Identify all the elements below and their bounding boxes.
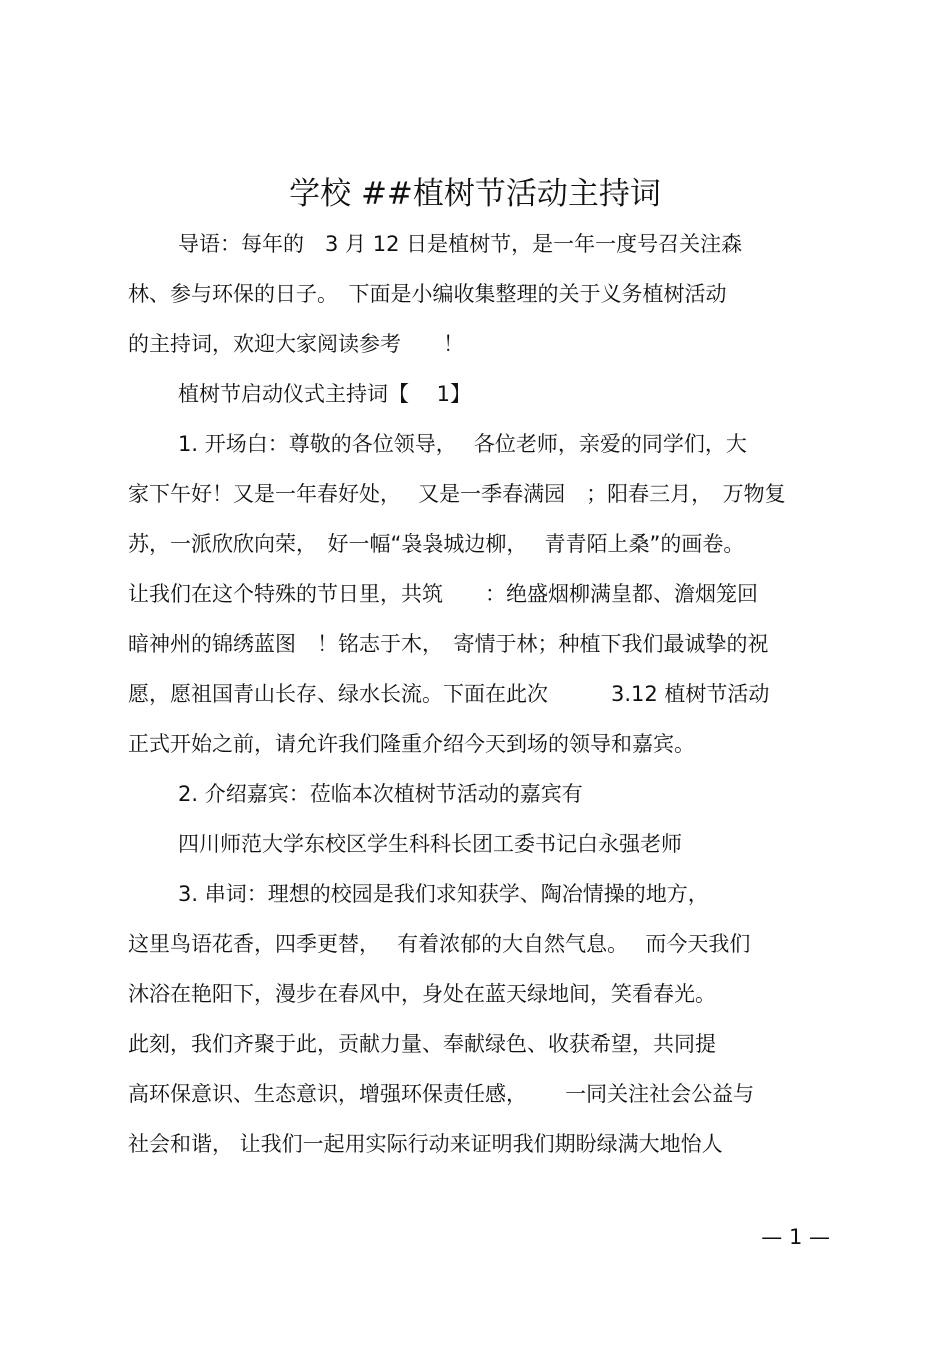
page-title: 学校 ##植树节活动主持词: [289, 176, 661, 212]
paragraph-line: 正式开始之前，请允许我们隆重介绍今天到场的领导和嘉宾。: [128, 732, 695, 756]
paragraph-line: 此刻，我们齐聚于此，贡献力量、奉献绿色、收获希望，共同提: [128, 1032, 716, 1056]
page-number: — 1 —: [761, 1225, 830, 1249]
paragraph-line: 暗神州的锦绣蓝图 ！铭志于木， 寄情于林；种植下我们最诚挚的祝: [128, 632, 769, 656]
paragraph-line: 这里鸟语花香，四季更替， 有着浓郁的大自然气息。 而今天我们: [128, 932, 751, 956]
paragraph-line: 四川师范大学东校区学生科科长团工委书记白永强老师: [178, 832, 682, 856]
paragraph-line: 家下午好！又是一年春好处， 又是一季春满园 ；阳春三月， 万物复: [128, 482, 786, 506]
paragraph-line: 沐浴在艳阳下，漫步在春风中，身处在蓝天绿地间，笑看春光。: [128, 982, 716, 1006]
section-heading: 植树节启动仪式主持词【 1】: [178, 382, 472, 406]
paragraph-line: 3. 串词：理想的校园是我们求知获学、陶冶情操的地方，: [178, 882, 709, 906]
paragraph-line: 愿，愿祖国青山长存、绿水长流。下面在此次 3.12 植树节活动: [128, 682, 770, 706]
paragraph-line: 2. 介绍嘉宾：莅临本次植树节活动的嘉宾有: [178, 782, 583, 806]
paragraph-line: 高环保意识、生态意识，增强环保责任感， 一同关注社会公益与: [128, 1082, 755, 1106]
paragraph-line: 社会和谐， 让我们一起用实际行动来证明我们期盼绿满大地怡人: [128, 1132, 723, 1156]
paragraph-line: 的主持词，欢迎大家阅读参考 ！: [128, 332, 464, 356]
paragraph-line: 苏，一派欣欣向荣， 好一幅“袅袅城边柳， 青青陌上桑”的画卷。: [128, 532, 745, 556]
paragraph-line: 导语：每年的 3 月 12 日是植树节，是一年一度号召关注森: [178, 232, 743, 256]
paragraph-line: 1. 开场白：尊敬的各位领导， 各位老师，亲爱的同学们，大: [178, 432, 747, 456]
paragraph-line: 让我们在这个特殊的节日里，共筑 ：绝盛烟柳满皇都、澹烟笼回: [128, 582, 758, 606]
paragraph-line: 林、参与环保的日子。 下面是小编收集整理的关于义务植树活动: [128, 282, 727, 306]
